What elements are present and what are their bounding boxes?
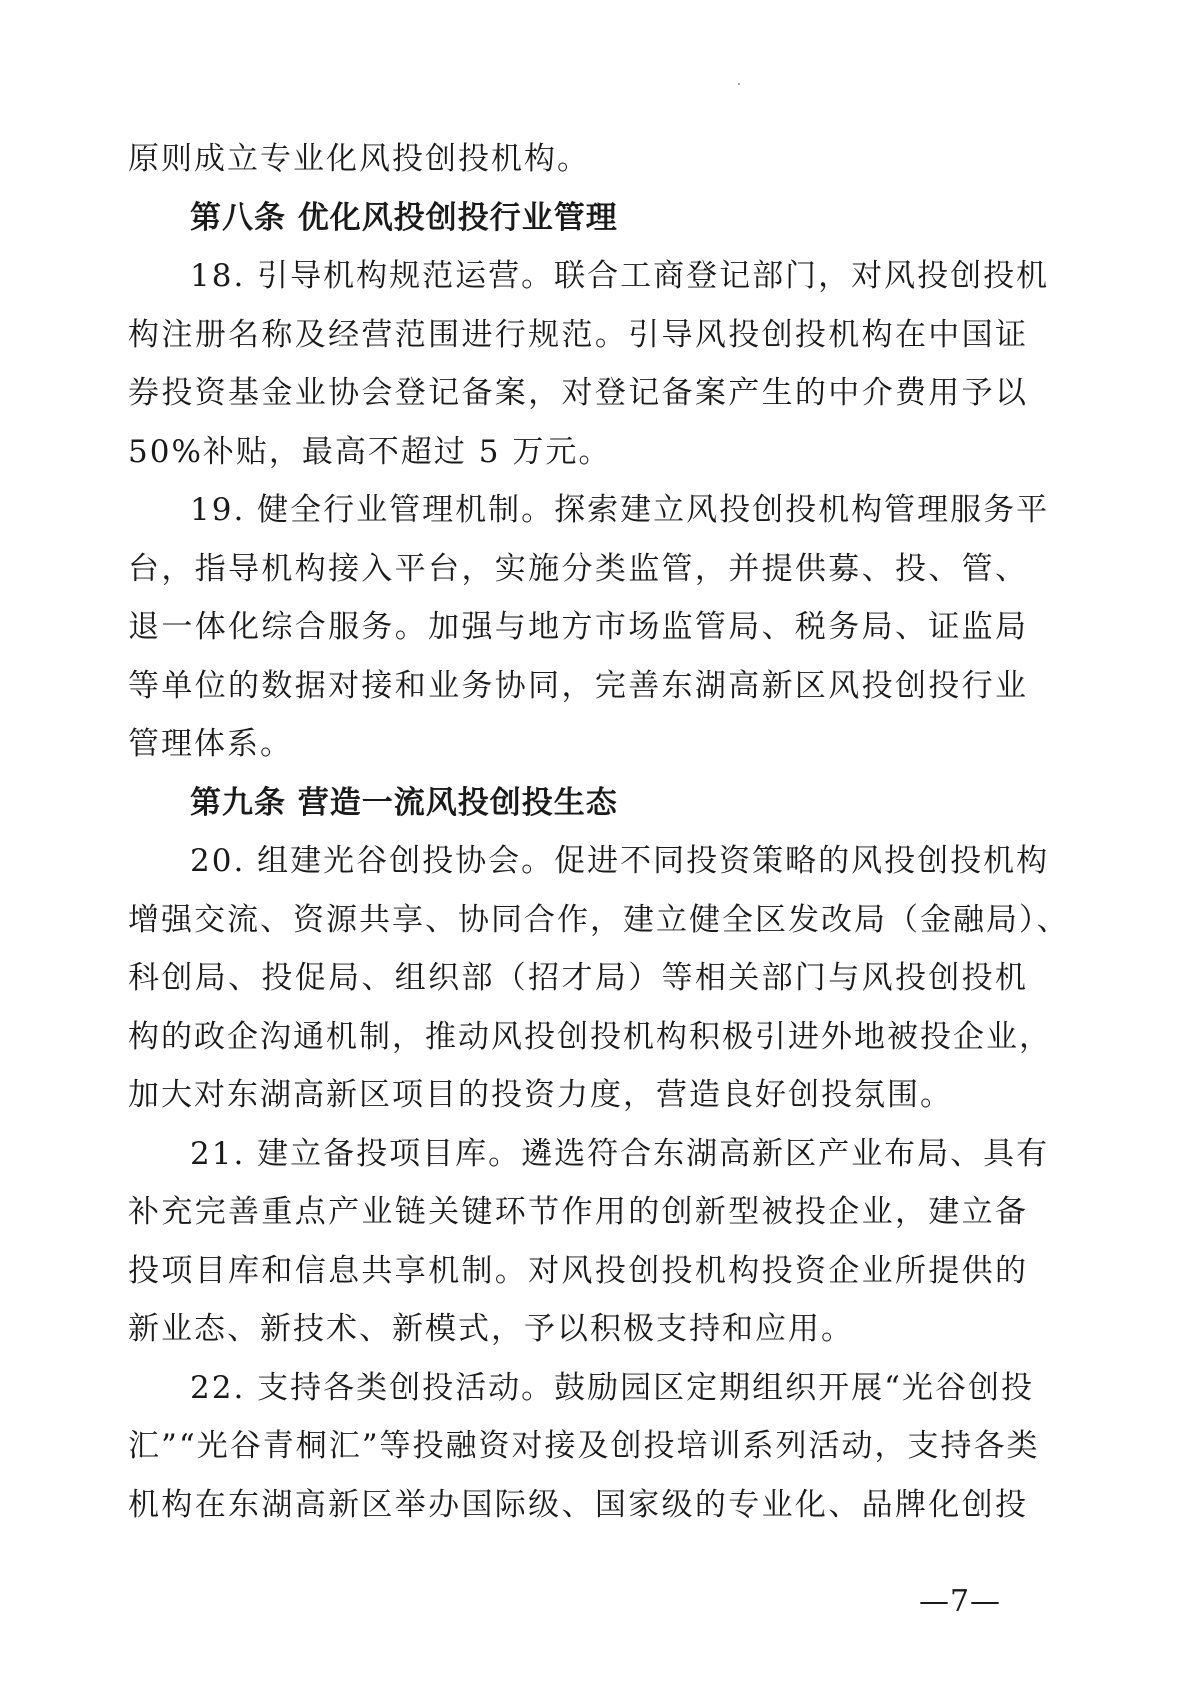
text-line: 汇”“光谷青桐汇”等投融资对接及创投培训系列活动，支持各类 — [128, 1428, 1040, 1464]
section-heading-article-9: 第九条 营造一流风投创投生态 — [190, 784, 618, 821]
document-body — [128, 130, 1070, 1534]
section-heading-article-8: 第八条 优化风投创投行业管理 — [190, 199, 618, 236]
text-line: 投项目库和信息共享机制。对风投创投机构投资企业所提供的 — [128, 1252, 1028, 1289]
text-line: 构注册名称及经营范围进行规范。引导风投创投机构在中国证 — [128, 316, 1028, 353]
text-line: 管理体系。 — [128, 726, 293, 762]
text-line: 增强交流、资源共享、协同合作，建立健全区发改局（金融局）、 — [128, 901, 1070, 938]
text-line: 21. 建立备投项目库。遴选符合东湖高新区产业布局、具有 — [190, 1135, 1050, 1172]
text-line: 台，指导机构接入平台，实施分类监管，并提供募、投、管、 — [128, 550, 1028, 587]
text-line: 22. 支持各类创投活动。鼓励园区定期组织开展“光谷创投 — [190, 1369, 1034, 1406]
text-line: 18. 引导机构规范运营。联合工商登记部门，对风投创投机 — [190, 258, 1050, 294]
text-line: 19. 健全行业管理机制。探索建立风投创投机构管理服务平 — [190, 492, 1050, 528]
text-line: 加大对东湖高新区项目的投资力度，营造良好创投氛围。 — [128, 1077, 953, 1113]
text-line: 科创局、投促局、组织部（招才局）等相关部门与风投创投机 — [128, 960, 1028, 996]
text-line: 原则成立专业化风投创投机构。 — [128, 141, 590, 177]
text-line: 20. 组建光谷创投协会。促进不同投资策略的风投创投机构 — [190, 843, 1050, 879]
text-line: 机构在东湖高新区举办国际级、国家级的专业化、品牌化创投 — [128, 1486, 1028, 1523]
text-line: 新业态、新技术、新模式，予以积极支持和应用。 — [128, 1311, 854, 1347]
text-line: 券投资基金业协会登记备案，对登记备案产生的中介费用予以 — [128, 375, 1028, 411]
text-line: 50%补贴，最高不超过 5 万元。 — [128, 433, 612, 470]
text-line: 等单位的数据对接和业务协同，完善东湖高新区风投创投行业 — [128, 667, 1028, 704]
text-line: 构的政企沟通机制，推动风投创投机构积极引进外地被投企业， — [128, 1018, 1052, 1055]
text-line: 补充完善重点产业链关键环节作用的创新型被投企业，建立备 — [128, 1194, 1028, 1230]
scan-speck — [738, 83, 740, 85]
page-number: —7— — [918, 1584, 1002, 1619]
text-line: 退一体化综合服务。加强与地方市场监管局、税务局、证监局 — [128, 609, 1028, 645]
